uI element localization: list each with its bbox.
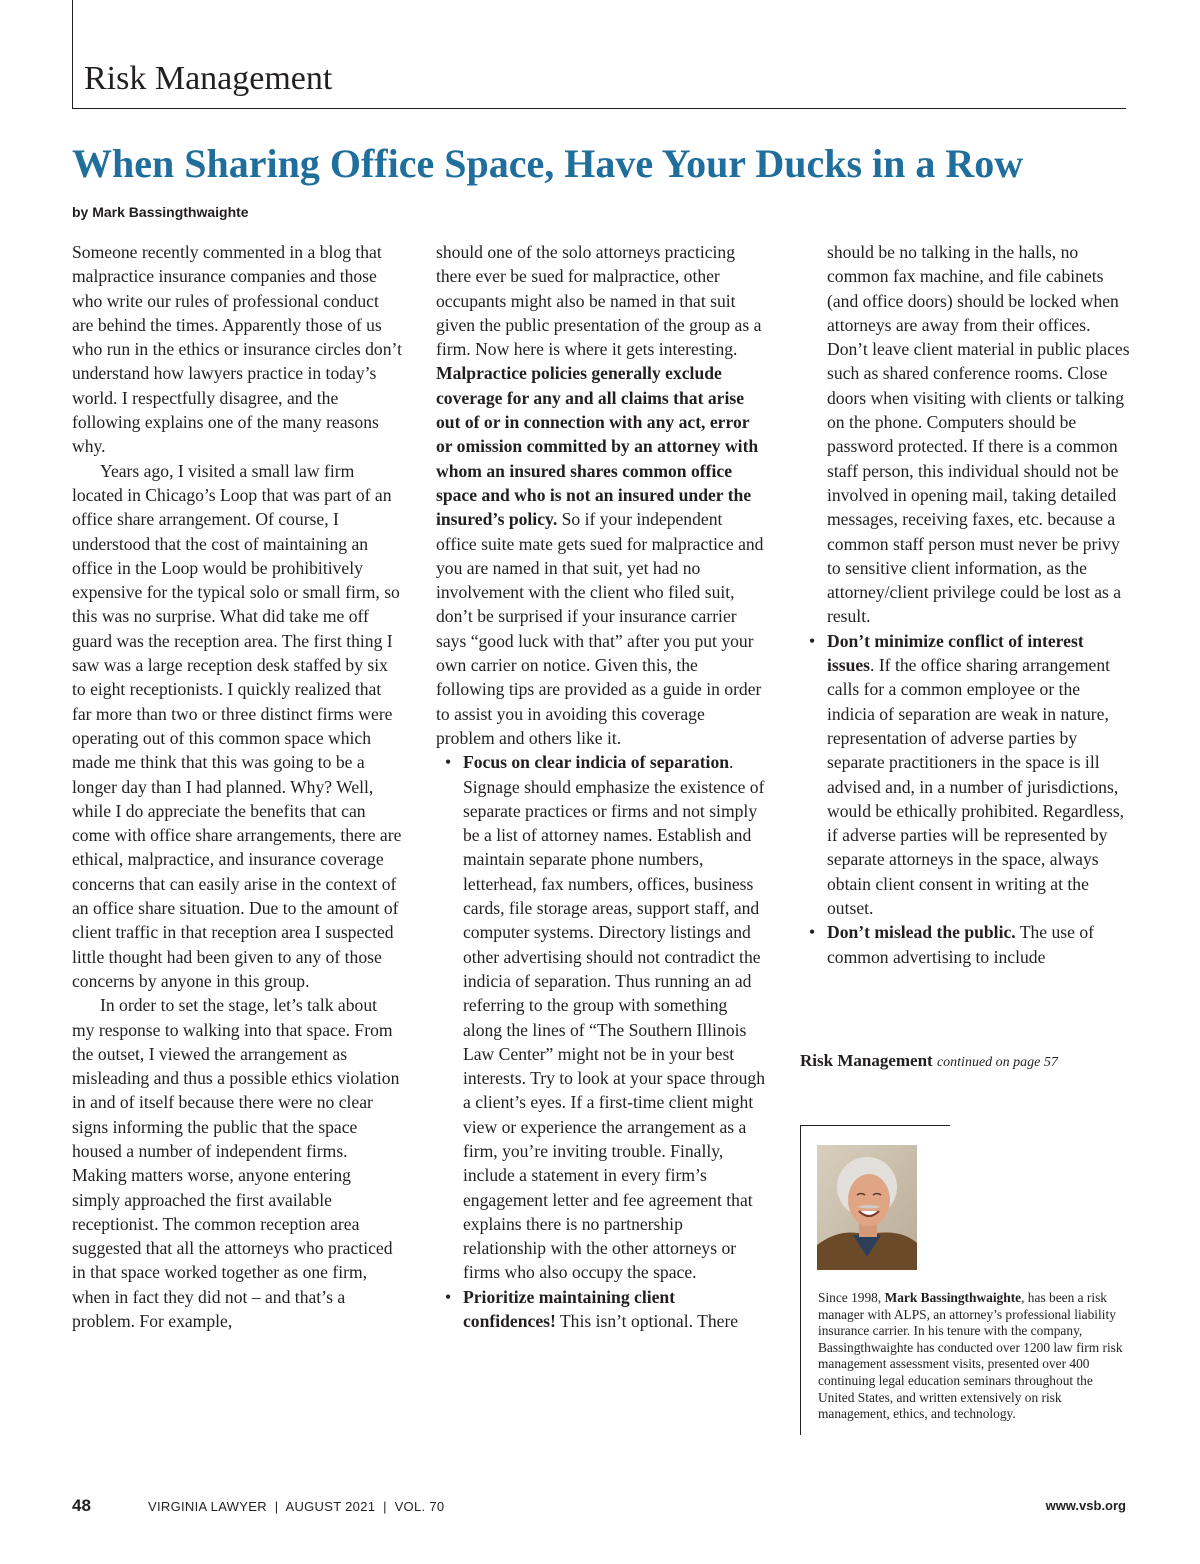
paragraph-emphasis: Malpractice policies generally exclude coverage for any and all claims that arise out of or in connection with any act, error or omission committed by an attorney with whom an insured shares common office space and who is not an insured under the insured’s policy. [436, 363, 759, 530]
bio-author-name: Mark Bassingthwaighte [884, 1290, 1022, 1305]
paragraph: Someone recently commented in a blog that malpractice insurance companies and those who write our rules of professional conduct are behind the times. Apparently those of us who run in the ethics or insurance circles don’t understand how lawyers practice in today’s world. I respectfully disagree, and the following explains one of the many reasons why. [72, 242, 402, 457]
continued-note [800, 1051, 1058, 1071]
tips-list [800, 629, 1130, 969]
tip-heading: Focus on clear indicia of separation [463, 752, 730, 773]
bullet-icon: • [809, 630, 816, 651]
author-bio [818, 1290, 1130, 1423]
paragraph-text: So if your independent office suite mate gets sued for malpractice and you are named in that suit, yet had no involvement with the client who filed suit, don’t be surprised if your insurance carrier says “good luck with that” after you put your own carrier on notice. Given this, the following tips are provided as a guide in order to assist you in avoiding this coverage problem and others like it. [436, 509, 764, 748]
author-portrait-image [817, 1145, 917, 1270]
bio-box-top-rule [800, 1125, 950, 1126]
header-horizontal-rule [72, 108, 1126, 109]
website-link[interactable]: www.vsb.org [1045, 1498, 1126, 1513]
tip-body: This isn’t optional. There [555, 1311, 739, 1332]
paragraph-text: should one of the solo attorneys practicing there ever be sued for malpractice, other occupants might also be named in that suit given the public presentation of the group as a firm. Now here is where it gets interesting. [436, 242, 762, 360]
bio-text: , has been a risk manager with ALPS, an attorney’s professional liability insurance carrier. In his tenure with the company, Bassingthwaighte has conducted over 1200 law firm risk management assessment visits, presented over 400 continuing legal education seminars throughout the United States, and written extensively on risk management, ethics, and technology. [818, 1290, 1123, 1422]
list-item [800, 920, 1130, 969]
tips-list [436, 750, 766, 1333]
paragraph: Years ago, I visited a small law firm located in Chicago’s Loop that was part of an office share arrangement. Of course, I understood that the cost of maintaining an office in the Loop would be prohibitively expensive for the typical solo or small firm, so this was no surprise. What did take me off guard was the reception area. The first thing I saw was a large reception desk staffed by six to eight receptionists. I quickly realized that far more than two or three distinct firms were operating out of this common space which made me think that this was going to be a longer day than I had planned. Why? Well, while I do appreciate the benefits that can come with office share arrangements, there are ethical, malpractice, and insurance coverage concerns that can easily arise in the context of an office share situation. Due to the amount of client traffic in that reception area I suspected little thought had been given to any of those concerns by anyone in this group. [72, 460, 402, 991]
publication-info: VIRGINIA LAWYER | AUGUST 2021 | VOL. 70 [148, 1499, 445, 1514]
continued-page: continued on page 57 [936, 1055, 1058, 1070]
tip-heading: Don’t minimize conflict of interest issues [827, 630, 1084, 676]
author-photo [817, 1145, 917, 1270]
tip-body: . If the office sharing arrangement calls for a common employee or the indicia of separation are weak in nature, representation of adverse parties by separate practitioners in the space is ill advised and, in a number of jurisdictions, would be ethically prohibited. Regardless, if adverse parties will be represented by separate attorneys in the space, always obtain client consent in writing at the outset. [827, 655, 1125, 919]
section-label: Risk Management [84, 60, 333, 97]
list-item [436, 1285, 766, 1334]
bullet-icon: • [445, 752, 452, 773]
bullet-icon: • [445, 1286, 452, 1307]
bio-text: Since 1998, [818, 1290, 885, 1305]
article-column-3 [800, 240, 1130, 969]
tip-heading: Don’t mislead the public. [827, 922, 1016, 943]
article-title: When Sharing Office Space, Have Your Ducks in a Row [72, 141, 1024, 186]
paragraph: In order to set the stage, let’s talk about my response to walking into that space. From the outset, I viewed the arrangement as misleading and thus a possible ethics violation in and of itself because there were no clear signs informing the public that the space housed a number of independent firms. Making matters worse, anyone entering simply approached the first available receptionist. The common reception area suggested that all the attorneys who practiced in that space worked together as one firm, when in fact they did not – and that’s a problem. For example, [72, 995, 400, 1332]
bullet-icon: • [809, 922, 816, 943]
list-item [436, 750, 766, 1285]
byline: by Mark Bassingthwaighte [72, 204, 249, 220]
header-vertical-rule [72, 0, 73, 108]
tip-heading: Prioritize maintaining client confidences! [463, 1286, 676, 1332]
bio-box-left-rule [800, 1125, 801, 1435]
continued-label: Risk Management [800, 1051, 933, 1070]
page-number: 48 [72, 1496, 91, 1515]
article-column-1 [72, 240, 402, 1333]
tip-body: The use of common advertising to include [827, 922, 1095, 967]
article-column-2 [436, 240, 766, 1333]
tip-body: . Signage should emphasize the existence of separate practices or firms and not simply be a list of attorney names. Establish and maintain separate phone numbers, letterhead, fax numbers, offices, business cards, file storage areas, support staff, and computer systems. Directory listings and other advertising should not contradict the indicia of separation. Thus running an ad referring to the group with something along the lines of “The Southern Illinois Law Center” might not be in your best interests. Try to look at your space through a client’s eyes. If a first-time client might view or experience the arrangement as a firm, you’re inviting trouble. Finally, include a statement in every firm’s engagement letter and fee agreement that explains there is no partnership relationship with the other attorneys or firms who also occupy the space. [463, 752, 765, 1283]
paragraph [436, 240, 766, 750]
paragraph: should be no talking in the halls, no common fax machine, and file cabinets (and office doors) should be locked when attorneys are away from their offices. Don’t leave client material in public places such as shared conference rooms. Close doors when visiting with clients or talking on the phone. Computers should be password protected. If there is a common staff person, this individual should not be involved in opening mail, taking detailed messages, receiving faxes, etc. because a common staff person must never be privy to sensitive client information, as the attorney/client privilege could be lost as a result. [827, 242, 1130, 627]
list-item [800, 629, 1130, 921]
